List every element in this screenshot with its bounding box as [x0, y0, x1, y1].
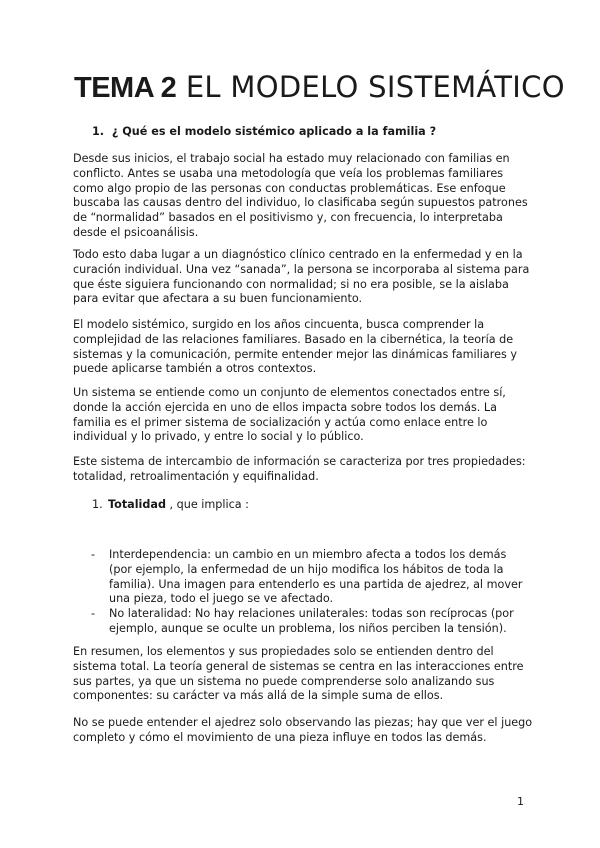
subsection-text: , que implica : — [165, 498, 249, 511]
paragraph-summary: En resumen, los elementos y sus propiedades solo se entienden dentro del sistema total. La teoría general de sistemas se centra en las interacciones entre sus partes, ya que un sistema no puede comprenderse solo analizando sus componentes: su carácter va más allá de la simple suma de ellos. — [73, 645, 524, 703]
list-item — [91, 548, 531, 607]
bullet-text: No lateralidad: No hay relaciones unilaterales: todas son recíprocas (por ejemplo, aunque se oculte un problema, los niños perciben la tensión). — [109, 607, 514, 635]
title-text: EL MODELO SISTEMÁTICO — [185, 70, 565, 104]
section-heading-number: 1. — [92, 125, 105, 138]
paragraph-properties: Este sistema de intercambio de información se caracteriza por tres propiedades: totalidad, retroalimentación y equifinalidad. — [73, 455, 526, 483]
paragraph-history: Desde sus inicios, el trabajo social ha estado muy relacionado con familias en conflicto. Antes se usaba una metodología que veía los problemas familiares como algo propio de las personas con conductas problemáticas. Ese enfoque buscaba las causas dentro del individuo, lo clasificaba según supuestos patrones de “normalidad” basados en el positivismo y, con frecuencia, lo interpretaba desde el psicoanálisis. — [73, 152, 528, 239]
page-title — [74, 68, 565, 107]
paragraph-systemic-model: El modelo sistémico, surgido en los años cincuenta, busca comprender la complejidad de las relaciones familiares. Basado en la cibernética, la teoría de sistemas y la comunicación, permite entender mejor las dinámicas familiares y puede aplicarse también a otros contextos. — [73, 318, 517, 376]
paragraph-chess: No se puede entender el ajedrez solo observando las piezas; hay que ver el juego completo y cómo el movimiento de una pieza influye en todos las demás. — [73, 716, 533, 744]
section-heading-text: ¿ Qué es el modelo sistémico aplicado a la familia ? — [111, 125, 437, 138]
subsection-bold-term: Totalidad — [108, 498, 166, 511]
paragraph-system-definition: Un sistema se entiende como un conjunto de elementos conectados entre sí, donde la acción ejercida en uno de ellos impacta sobre todos los demás. La familia es el primer sistema de socialización y actúa como enlace entre lo individual y lo privado, y entre lo social y lo público. — [73, 386, 506, 444]
bullet-dash: - — [91, 548, 96, 561]
section-heading — [92, 124, 436, 140]
bullet-text: Interdependencia: un cambio en un miembro afecta a todos los demás (por ejemplo, la enfermedad de un hijo modifica los hábitos de toda la familia). Una imagen para entenderlo es una partida de ajedrez, al mover una pieza, todo el juego se ve afectado. — [109, 548, 523, 606]
bullet-list — [91, 548, 531, 637]
list-item — [91, 607, 531, 637]
bullet-dash: - — [91, 607, 96, 621]
title-number: TEMA 2 — [74, 72, 177, 104]
paragraph-diagnosis: Todo esto daba lugar a un diagnóstico clínico centrado en la enfermedad y en la curación individual. Una vez “sanada”, la persona se incorporaba al sistema para que éste siguiera funcionando con normalidad; si no era posible, se la aislaba para evitar que afectara a su buen funcionamiento. — [73, 248, 530, 306]
page-number: 1 — [517, 795, 524, 808]
subsection-number: 1. — [92, 498, 103, 511]
subsection-heading — [92, 497, 249, 513]
